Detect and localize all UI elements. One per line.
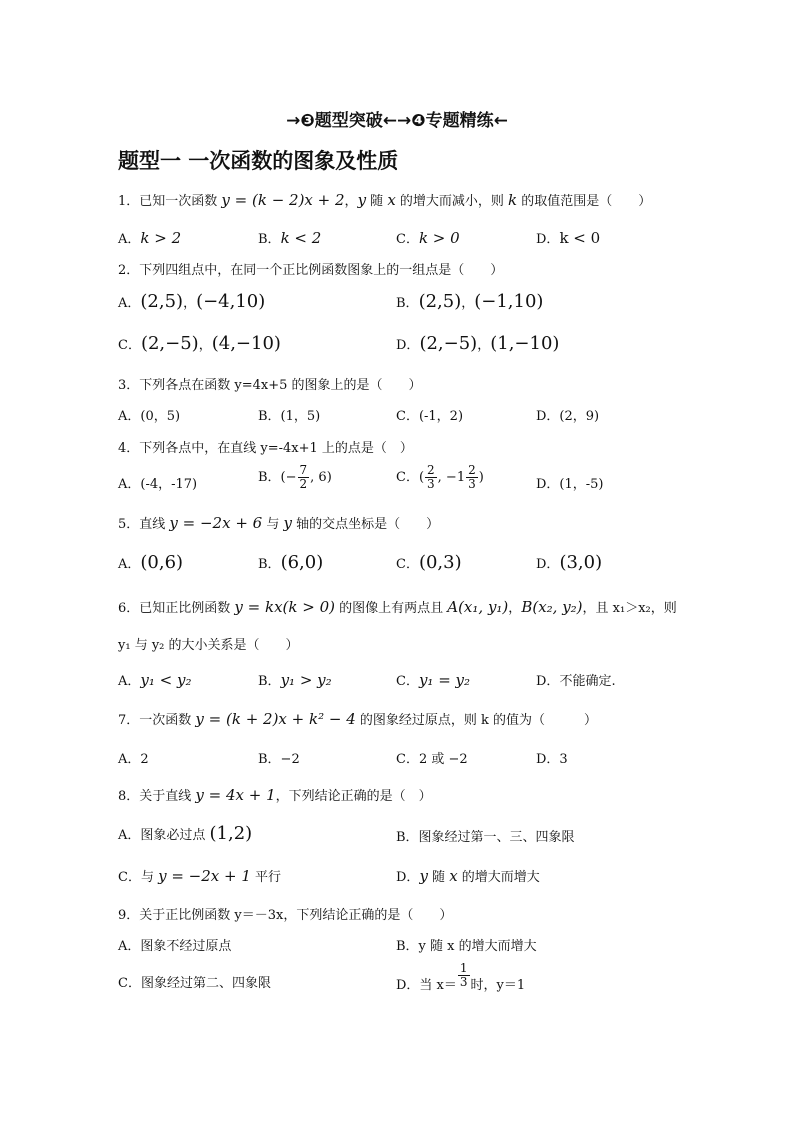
question-6-stem-line2: y₁ 与 y₂ 的大小关系是（ ） (118, 638, 299, 653)
q3-option-b[interactable]: B．(1，5) (258, 409, 321, 424)
q6-option-a[interactable]: A．y₁ < y₂ (118, 671, 192, 689)
question-3-stem: 3．下列各点在函数 y=4x+5 的图象上的是（ ） (118, 378, 422, 393)
q8-option-a[interactable]: A．图象必过点 (1,2) (118, 823, 253, 844)
fraction-1-3: $\frac{1}{3}$ (459, 961, 468, 989)
q8-option-b[interactable]: B．图象经过第一、三、四象限 (396, 830, 575, 845)
question-7-stem: 7．一次函数 y = (k + 2)x + k² − 4 的图象经过原点，则 k 的值为（ ） (118, 710, 598, 728)
q6-option-b[interactable]: B．y₁ > y₂ (258, 671, 332, 689)
q6-option-d[interactable]: D．不能确定. (536, 674, 616, 689)
fraction-7-2: $\frac{7}{2}$ (299, 463, 308, 491)
q4-option-c[interactable]: C．( $\frac{2}{3}$ , −1 $\frac{2}{3}$ ) (396, 463, 484, 491)
question-1-stem: 1．已知一次函数 y = (k − 2)x + 2，y 随 x 的增大而减小，则 k 的取值范围是（ ） (118, 191, 652, 209)
q1-option-b[interactable]: B．k < 2 (258, 229, 322, 247)
page-header: →❸题型突破←→❹专题精练← (286, 111, 508, 131)
q1-option-a[interactable]: A．k > 2 (118, 229, 182, 247)
question-9-stem: 9．关于正比例函数 y＝－3x，下列结论正确的是（ ） (118, 908, 453, 923)
q5-option-b[interactable]: B．(6,0) (258, 552, 324, 573)
q1-option-c[interactable]: C．k > 0 (396, 229, 460, 247)
q4-option-b[interactable]: B．(− $\frac{7}{2}$ , 6) (258, 463, 332, 491)
q8-option-d[interactable]: D．y 随 x 的增大而增大 (396, 867, 540, 885)
q9-option-d[interactable]: D．当 x＝ $\frac{1}{3}$ 时，y＝1 (396, 961, 526, 993)
q6-option-c[interactable]: C．y₁ = y₂ (396, 671, 471, 689)
q9-option-b[interactable]: B．y 随 x 的增大而增大 (396, 939, 537, 954)
q4-option-d[interactable]: D．(1，-5) (536, 477, 604, 492)
q7-option-d[interactable]: D．3 (536, 752, 568, 767)
q9-option-c[interactable]: C．图象经过第二、四象限 (118, 976, 271, 991)
q2-option-d[interactable]: D．(2,−5)，(1,−10) (396, 333, 560, 354)
question-8-stem: 8．关于直线 y = 4x + 1，下列结论正确的是（ ） (118, 786, 432, 804)
q9-option-a[interactable]: A．图象不经过原点 (118, 939, 232, 954)
q4-option-a[interactable]: A．(-4，-17) (118, 477, 198, 492)
q5-option-d[interactable]: D．(3,0) (536, 552, 603, 573)
q2-option-a[interactable]: A．(2,5)，(−4,10) (118, 291, 266, 312)
q7-option-b[interactable]: B．−2 (258, 752, 300, 767)
q7-option-c[interactable]: C．2 或 −2 (396, 752, 468, 767)
question-4-stem: 4．下列各点中，在直线 y=-4x+1 上的点是（ ） (118, 441, 413, 456)
q5-option-c[interactable]: C．(0,3) (396, 552, 462, 573)
q3-option-d[interactable]: D．(2，9) (536, 409, 600, 424)
section-title: 题型一 一次函数的图象及性质 (118, 149, 399, 173)
q3-option-c[interactable]: C．(-1，2) (396, 409, 464, 424)
q7-option-a[interactable]: A．2 (118, 752, 149, 767)
q8-option-c[interactable]: C．与 y = −2x + 1 平行 (118, 867, 282, 885)
fraction-2-3: $\frac{2}{3}$ (427, 463, 435, 491)
q2-option-b[interactable]: B．(2,5)，(−1,10) (396, 291, 544, 312)
q1-option-d[interactable]: D．k < 0 (536, 229, 601, 247)
q5-option-a[interactable]: A．(0,6) (118, 552, 184, 573)
fraction-2-3-b: $\frac{2}{3}$ (468, 463, 476, 491)
question-5-stem: 5．直线 y = −2x + 6 与 y 轴的交点坐标是（ ） (118, 514, 440, 532)
question-2-stem: 2．下列四组点中，在同一个正比例函数图象上的一组点是（ ） (118, 263, 504, 278)
q3-option-a[interactable]: A．(0，5) (118, 409, 181, 424)
q2-option-c[interactable]: C．(2,−5)，(4,−10) (118, 333, 281, 354)
question-6-stem-line1: 6．已知正比例函数 y = kx(k > 0) 的图像上有两点且 A(x₁, y₁)，B(x₂, y₂)，且 x₁＞x₂，则 (118, 598, 677, 616)
